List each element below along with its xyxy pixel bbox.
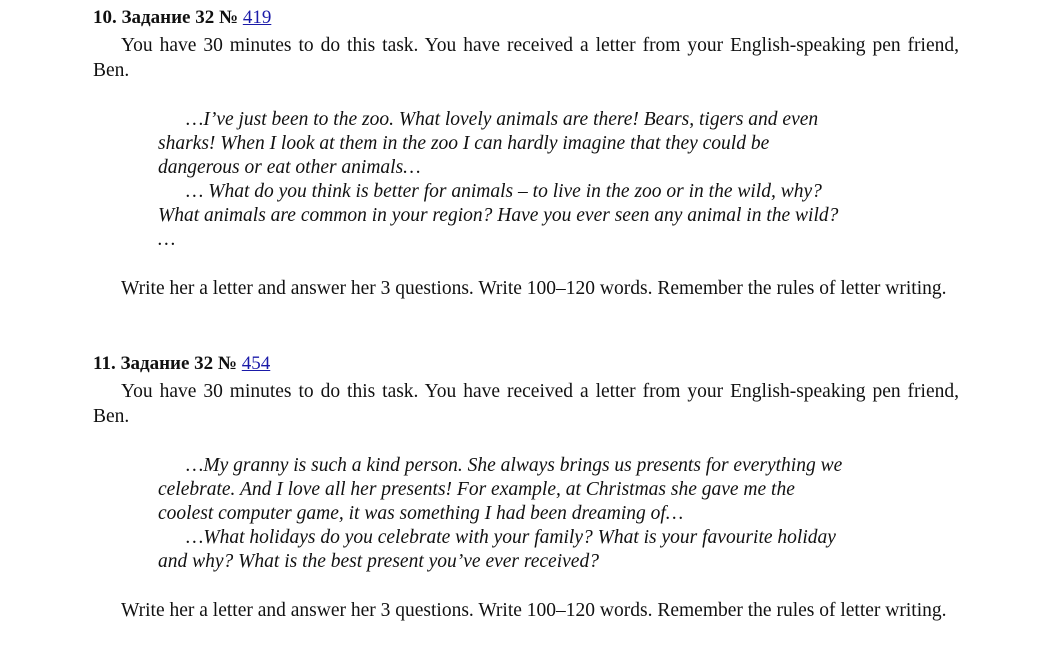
letter-excerpt: [158, 108, 898, 252]
letter-line: and why? What is the best present you’ve ever received?: [158, 551, 599, 572]
task-number: 11.: [93, 353, 116, 374]
task-intro: You have 30 minutes to do this task. You have received a letter from your English-speaking pen friend, Ben.: [93, 381, 959, 427]
task-title: Задание 32 №: [121, 7, 239, 28]
task-number: 10.: [93, 7, 117, 28]
task-id-link[interactable]: 454: [241, 353, 271, 374]
letter-line: What animals are common in your region? Have you ever seen any animal in the wild?: [158, 205, 839, 226]
letter-line: coolest computer game, it was something I had been dreaming of…: [158, 503, 684, 524]
task-block: [93, 6, 959, 302]
letter-line: …: [158, 229, 176, 250]
letter-line: sharks! When I look at them in the zoo I can hardly imagine that they could be: [158, 133, 770, 154]
task-heading: [93, 352, 959, 376]
letter-line: dangerous or eat other animals…: [158, 157, 421, 178]
letter-line: …What holidays do you celebrate with your family? What is your favourite holiday: [186, 527, 836, 548]
task-id-link[interactable]: 419: [242, 7, 272, 28]
task-title: Задание 32 №: [120, 353, 238, 374]
task-instructions: Write her a letter and answer her 3 questions. Write 100–120 words. Remember the rules of letter writing.: [121, 600, 947, 621]
task-block: [93, 352, 959, 624]
letter-line: … What do you think is better for animals – to live in the zoo or in the wild, why?: [186, 181, 822, 202]
task-intro: You have 30 minutes to do this task. You have received a letter from your English-speaking pen friend, Ben.: [93, 35, 959, 81]
task-instructions: Write her a letter and answer her 3 questions. Write 100–120 words. Remember the rules of letter writing.: [121, 278, 947, 299]
letter-line: celebrate. And I love all her presents! For example, at Christmas she gave me the: [158, 479, 795, 500]
letter-line: …I’ve just been to the zoo. What lovely animals are there! Bears, tigers and even: [186, 109, 819, 130]
letter-excerpt: [158, 454, 898, 574]
letter-line: …My granny is such a kind person. She always brings us presents for everything we: [186, 455, 843, 476]
task-heading: [93, 6, 959, 30]
